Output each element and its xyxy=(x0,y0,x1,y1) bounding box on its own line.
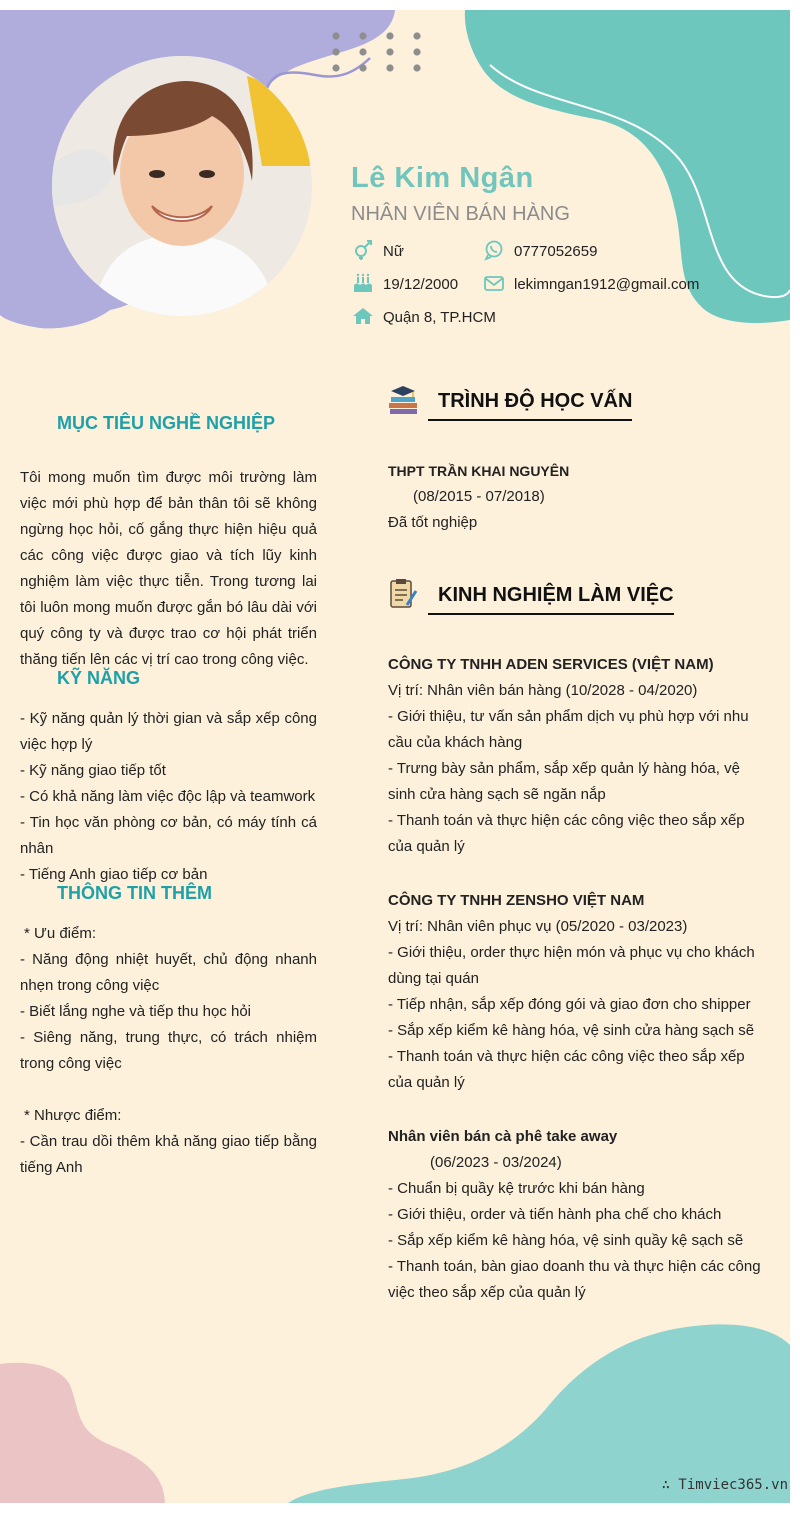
company-name: Nhân viên bán cà phê take away xyxy=(388,1128,618,1145)
decor-pink-blob xyxy=(0,1360,170,1503)
experience-clipboard-icon xyxy=(388,577,418,609)
education-heading: TRÌNH ĐỘ HỌC VẤN xyxy=(428,390,632,421)
school-name: THPT TRẦN KHAI NGUYÊN xyxy=(388,463,570,479)
career-objective-text: Tôi mong muốn tìm được môi trường làm việc mới phù hợp để bản thân tôi sẽ không ngừng học hỏi, cố gắng thực hiện hiệu quả các công việc được giao và tích lũy kinh nghiệm làm việc thực tiễn. Trong tương lai tôi luôn mong muốn được gắn bó lâu dài với quý công ty và được trao cơ hội phát triển thăng tiến lên các vị trí cao trong công việc. xyxy=(20,469,317,668)
school-status: Đã tốt nghiệp xyxy=(388,514,478,531)
phone-value[interactable]: 0777052659 xyxy=(514,243,598,260)
skills-heading: KỸ NĂNG xyxy=(57,668,141,688)
email-value[interactable]: lekimngan1912@gmail.com xyxy=(514,276,700,293)
company-name: CÔNG TY TNHH ADEN SERVICES (VIỆT NAM) xyxy=(388,656,714,673)
job-duty: - Thanh toán và thực hiện các công việc theo sắp xếp của quản lý xyxy=(388,1048,745,1091)
job-entry xyxy=(388,1124,768,1306)
skill-item: - Tiếng Anh giao tiếp cơ bản xyxy=(20,866,208,883)
job-duty: - Thanh toán, bàn giao doanh thu và thực hiện các công việc theo sắp xếp của quản lý xyxy=(388,1258,761,1301)
job-entry xyxy=(388,888,768,1096)
job-duty: - Chuẩn bị quầy kệ trước khi bán hàng xyxy=(388,1180,645,1197)
additional-info-heading: THÔNG TIN THÊM xyxy=(57,883,212,903)
birthday-cake-icon xyxy=(352,272,374,294)
address-value: Quận 8, TP.HCM xyxy=(383,309,496,326)
gender-value: Nữ xyxy=(383,243,404,260)
job-title: NHÂN VIÊN BÁN HÀNG xyxy=(351,203,570,225)
job-duty: - Giới thiệu, tư vấn sản phẩm dịch vụ phù hợp với nhu cầu của khách hàng xyxy=(388,708,749,751)
whatsapp-icon xyxy=(483,239,505,261)
education-books-icon xyxy=(388,383,418,415)
site-watermark: ∴ Timviec365.vn xyxy=(661,1477,788,1493)
skill-item: - Kỹ năng giao tiếp tốt xyxy=(20,762,166,779)
job-entry xyxy=(388,652,768,860)
skills-list xyxy=(20,706,317,888)
experience-list xyxy=(388,652,768,1306)
portrait-image xyxy=(52,56,312,316)
strength-item: - Biết lắng nghe và tiếp thu học hỏi xyxy=(20,1003,251,1020)
strength-item: - Năng động nhiệt huyết, chủ động nhanh nhẹn trong công việc xyxy=(20,951,317,994)
job-duty: - Sắp xếp kiểm kê hàng hóa, vệ sinh quầy kệ sạch sẽ xyxy=(388,1232,744,1249)
email-icon xyxy=(483,272,505,294)
cv-page xyxy=(0,10,790,1503)
job-position: Vị trí: Nhân viên bán hàng (10/2028 - 04/2020) xyxy=(388,682,698,699)
job-duty: - Giới thiệu, order thực hiện món và phục vụ cho khách dùng tại quán xyxy=(388,944,755,987)
weaknesses-label: * Nhược điểm: xyxy=(24,1107,122,1124)
birthdate-value: 19/12/2000 xyxy=(383,276,459,293)
job-duty: - Thanh toán và thực hiện các công việc theo sắp xếp của quản lý xyxy=(388,812,745,855)
skill-item: - Tin học văn phòng cơ bản, có máy tính cá nhân xyxy=(20,814,317,857)
skill-item: - Kỹ năng quản lý thời gian và sắp xếp công việc hợp lý xyxy=(20,710,317,753)
job-duty: - Sắp xếp kiểm kê hàng hóa, vệ sinh cửa hàng sạch sẽ xyxy=(388,1022,755,1039)
strength-item: - Siêng năng, trung thực, có trách nhiệm trong công việc xyxy=(20,1029,317,1072)
home-icon xyxy=(352,305,374,327)
career-objective-heading: MỤC TIÊU NGHỀ NGHIỆP xyxy=(57,413,276,433)
job-duty: - Tiếp nhận, sắp xếp đóng gói và giao đơn cho shipper xyxy=(388,996,751,1013)
full-name: Lê Kim Ngân xyxy=(351,162,534,194)
job-duty: - Trưng bày sản phẩm, sắp xếp quản lý hàng hóa, vệ sinh cửa hàng sạch sẽ ngăn nắp xyxy=(388,760,740,803)
decor-dots xyxy=(328,30,428,80)
job-position: Vị trí: Nhân viên phục vụ (05/2020 - 03/2023) xyxy=(388,918,688,935)
company-name: CÔNG TY TNHH ZENSHO VIỆT NAM xyxy=(388,892,645,909)
experience-heading: KINH NGHIỆM LÀM VIỆC xyxy=(428,584,674,615)
job-period: (06/2023 - 03/2024) xyxy=(430,1154,562,1171)
avatar xyxy=(52,56,312,316)
education-entry xyxy=(388,458,768,536)
skill-item: - Có khả năng làm việc độc lập và teamwork xyxy=(20,788,316,805)
weakness-item: - Cần trau dồi thêm khả năng giao tiếp bằng tiếng Anh xyxy=(20,1133,317,1176)
gender-icon xyxy=(352,239,374,261)
strengths-label: * Ưu điểm: xyxy=(24,925,97,942)
job-duty: - Giới thiệu, order và tiến hành pha chế cho khách xyxy=(388,1206,722,1223)
school-period: (08/2015 - 07/2018) xyxy=(413,488,545,505)
additional-info-list xyxy=(20,921,317,1181)
decor-bottom-teal-blob xyxy=(285,1320,790,1503)
